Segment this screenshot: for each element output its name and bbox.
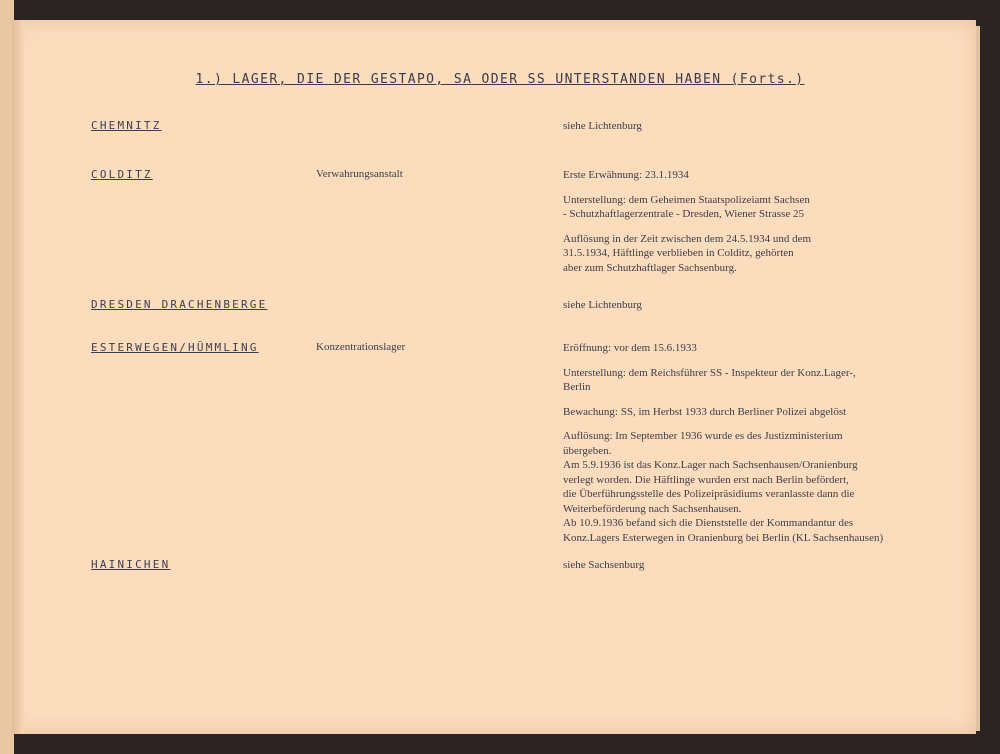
entry-name-hainichen: HAINICHEN xyxy=(91,558,171,571)
entry-name-chemnitz: CHEMNITZ xyxy=(91,119,162,132)
entry-type-colditz: Verwahrungsanstalt xyxy=(316,168,403,180)
note-paragraph: Unterstellung: dem Geheimen Staatspolizeiamt Sachsen - Schutzhaftlagerzentrale - Dresden, Wiener Strasse 25 xyxy=(563,193,810,220)
note-paragraph: siehe Sachsenburg xyxy=(563,559,645,571)
note-paragraph: siehe Lichtenburg xyxy=(563,120,642,132)
entry-notes-chemnitz xyxy=(563,119,943,144)
note-paragraph: Eröffnung: vor dem 15.6.1933 xyxy=(563,342,697,354)
entry-notes-hainichen xyxy=(563,558,943,583)
page-title: 1.) LAGER, DIE DER GESTAPO, SA ODER SS UNTERSTANDEN HABEN (Forts.) xyxy=(195,72,805,87)
entry-name-dresden-drachenberge: DRESDEN DRACHENBERGE xyxy=(91,298,268,311)
entry-name-esterwegen: ESTERWEGEN/HÜMMLING xyxy=(91,341,259,354)
entry-name-colditz: COLDITZ xyxy=(91,168,153,181)
note-paragraph: Erste Erwähnung: 23.1.1934 xyxy=(563,169,689,181)
note-paragraph: siehe Lichtenburg xyxy=(563,299,642,311)
entry-type-esterwegen: Konzentrationslager xyxy=(316,341,406,353)
entry-notes-colditz xyxy=(563,168,943,285)
entry-notes-dresden-drachenberge xyxy=(563,298,943,323)
note-paragraph: Unterstellung: dem Reichsführer SS - Inspekteur der Konz.Lager-, Berlin xyxy=(563,366,856,393)
note-paragraph: Auflösung in der Zeit zwischen dem 24.5.1934 und dem 31.5.1934, Häftlinge verblieben in Colditz, gehörten aber zum Schutzhaftlager Sachsenburg. xyxy=(563,232,812,274)
page-fold xyxy=(12,20,24,734)
note-paragraph: Bewachung: SS, im Herbst 1933 durch Berliner Polizei abgelöst xyxy=(563,405,847,418)
entry-notes-esterwegen xyxy=(563,341,943,555)
note-paragraph: Auflösung: Im September 1936 wurde es des Justizministerium übergeben. Am 5.9.1936 ist das Konz.Lager nach Sachsenhausen/Oranienburg verlegt worden. Die Häftlinge wurden erst nach Berlin befördert, die Überführungsstelle des Polizeipräsidiums veranlasste dann die Weiterbeförderung nach Sachsenhausen. Ab 10.9.1936 befand sich die Dienststelle der Kommandantur des Konz.Lagers Esterwegen in Oranienburg bei Berlin (KL Sachsenhausen) xyxy=(563,430,884,544)
